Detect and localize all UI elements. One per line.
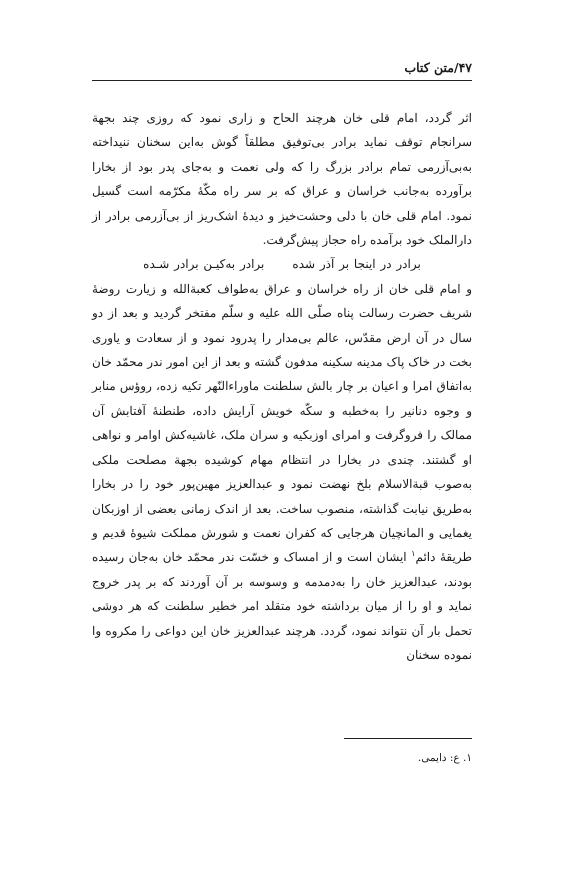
- verse-hemistich-1: برادر در اینجا بر آذر شده: [292, 257, 421, 272]
- verse-couplet: [92, 252, 472, 276]
- paragraph-2-part-2: ایشان است و از امساک و خسّت ندر محمّد خان به‌جان رسیده بودند، عبدالعزیز خان را به‌دمدمه و وسوسه بر آن آوردند که بر پدر خروج نماید و او را از میان برداشته خود متقلد امر خطیر سلطنت که هر دوشی تحمل بار آن نتواند نمود، گردد. هرچند عبدالعزیز خان این دواعی را مکروه وا نموده سخنان: [92, 550, 472, 662]
- footnote-divider: [344, 738, 472, 739]
- main-text: [92, 106, 472, 667]
- page-header: [92, 58, 472, 81]
- paragraph-1: اثر گردد، امام قلی خان هرچند الحاح و زاری نمود که روزی چند بجهة سرانجام توقف نماید برادر بی‌توفیق مطلقاً گوش به‌این سخنان ننیداخته به‌بی‌آزرمی تمام برادر بزرگ را که ولی نعمت و به‌جای پدر بود از بخارا برآورده به‌جانب خراسان و عراق که بر سر راه مکّهٔ مکرّمه است گسیل نمود. امام قلی خان با دلی وحشت‌خیز و دیدهٔ اشک‌ریز از بی‌آزرمی برادر از دارالملک خود برآمده راه حجاز پیش‌گرفت.: [92, 111, 472, 248]
- running-title: ۴۷/متن کتاب: [404, 60, 472, 75]
- footnote: ۱. ع: دایمی.: [417, 752, 472, 764]
- verse-hemistich-2: برادر به‌کیـن برادر شـده: [143, 257, 265, 272]
- paragraph-2: [92, 277, 472, 668]
- paragraph-2-part-1: و امام قلی خان از راه خراسان و عراق به‌طواف کعبةالله و زیارت روضهٔ شریف حضرت رسالت پناه صلّی الله علیه و سلّم مفتخر گردید و بعد از دو سال در آن ارض مقدّس، عالم بی‌مدار را پدرود نمود و از سعادت و یاوری بخت در خاک پاک مدینه سکینه مدفون گشته و بعد از این امور ندر محمّد خان به‌اتفاق امرا و اعیان بر چار بالش سلطنت ماوراءالنّهر تکیه زده، روؤس منابر و وجوه دنانیر را به‌خطبه و سکّه خویش آرایش داده، طنطنهٔ آفتابش آن ممالک را فروگرفت و امرای اوزبکیه و سران ملک، غاشیه‌کش اوامر و نواهی او گشتند. چندی در بخارا در انتظام مهام کوشیده بجهة مصلحت ملکی به‌صوب قبةالاسلام بلخ نهضت نمود و عبدالعزیز مهین‌پور خود را در بخارا به‌طریق نیابت گذاشته، منصوب ساخت. بعد از اندک زمانی بعضی از اوزبکان یغمایی و المانچیان هرجایی که کفران نعمت و شورش مملکت شیوهٔ قدیم و طریقهٔ دائم: [92, 281, 472, 565]
- footnote-marker[interactable]: ۱: [411, 549, 416, 559]
